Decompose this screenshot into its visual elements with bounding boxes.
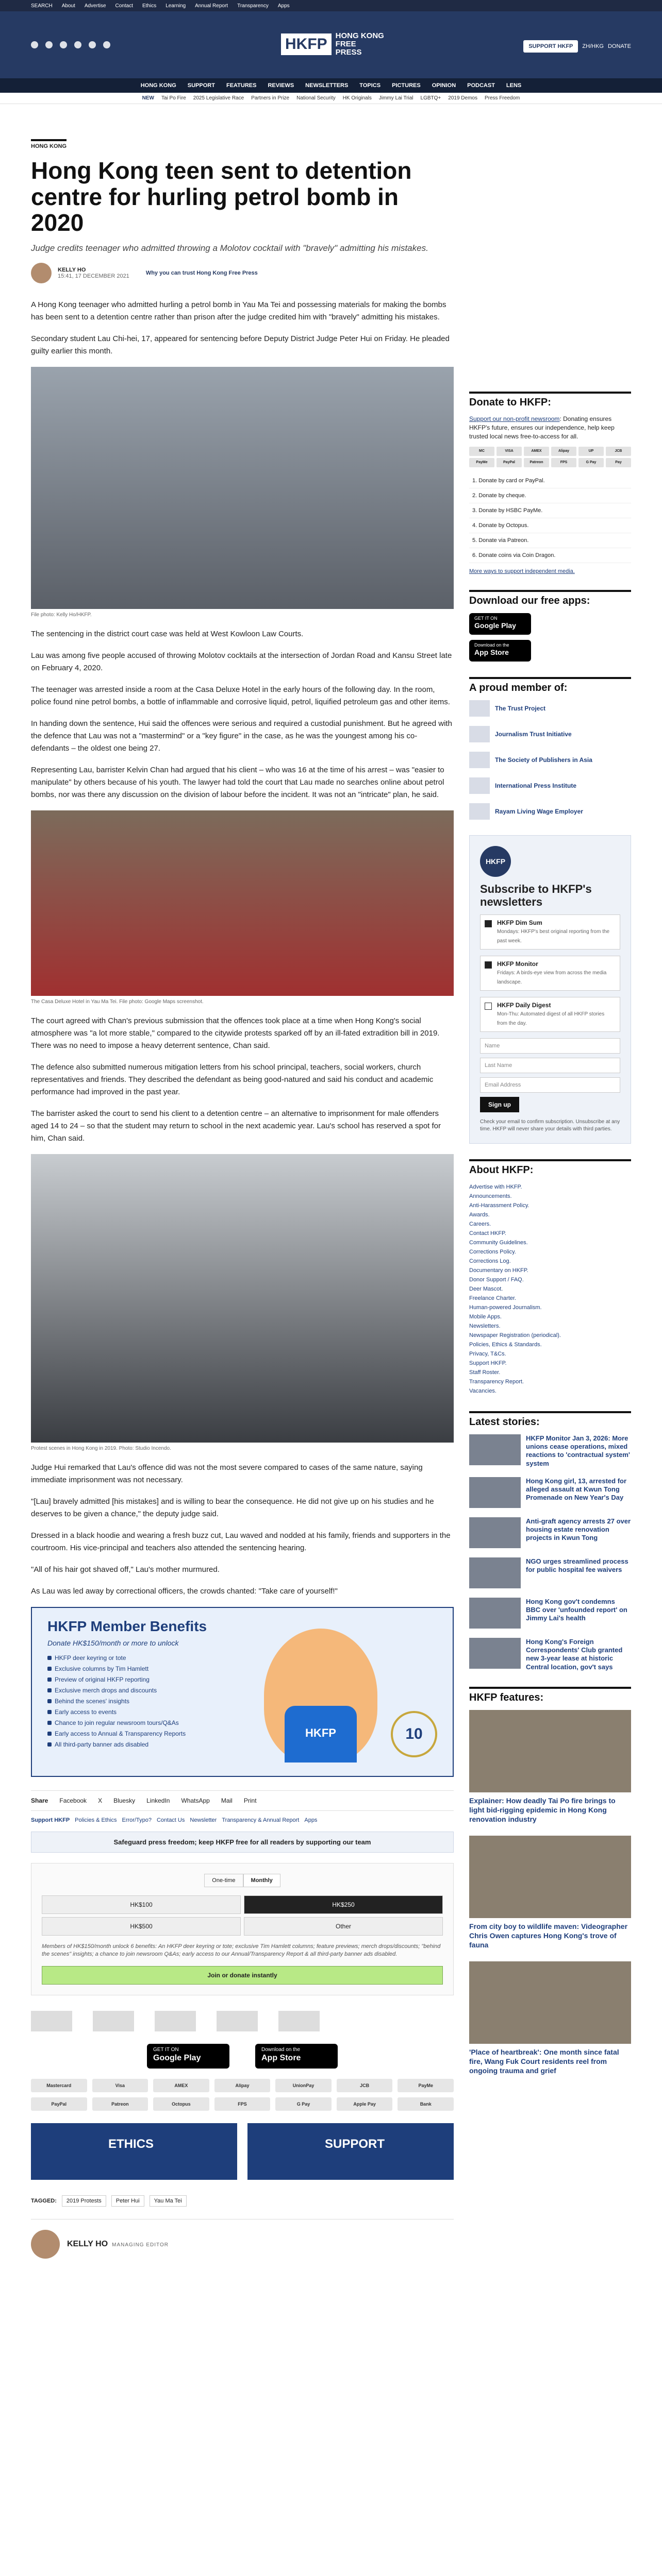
about-link[interactable]: Announcements.	[469, 1193, 512, 1199]
paragraph: "[Lau] bravely admitted [his mistakes] and is willing to bear the consequence. He did not give up on his studies and he deserves to be given a chance," the deputy judge said.	[31, 1497, 434, 1518]
donate-method[interactable]: 1. Donate by card or PayPal.	[469, 473, 631, 488]
card-icon: UP	[578, 447, 604, 456]
share-mail[interactable]: Mail	[221, 1797, 233, 1804]
member-org[interactable]	[469, 700, 631, 717]
donate-method[interactable]: 4. Donate by Octopus.	[469, 518, 631, 533]
badge-small-text: Download on the	[474, 642, 509, 648]
perk: Early access to events	[47, 1708, 186, 1716]
nav-newsletters[interactable]: NEWSLETTERS	[305, 82, 349, 89]
membership-banner[interactable]	[31, 1607, 454, 1777]
utility-advertise[interactable]: Advertise	[84, 3, 106, 9]
badge-store-name: Google Play	[474, 621, 516, 630]
trending-item[interactable]: LGBTQ+	[420, 95, 441, 101]
utility-annual-report[interactable]: Annual Report	[195, 3, 228, 9]
checkbox-icon[interactable]	[485, 1003, 492, 1010]
newsletter-option[interactable]	[480, 997, 620, 1032]
card-icons	[469, 447, 631, 467]
trust-link[interactable]: Why you can trust Hong Kong Free Press	[145, 269, 258, 276]
feature-title: 'Place of heartbreak': One month since fatal fire, Wang Fuk Court residents reel from ongoing trauma and grief	[469, 2047, 619, 2075]
header-actions	[523, 40, 631, 53]
badge-small-text: GET IT ON	[474, 616, 498, 621]
trending-item[interactable]: Partners in Prize	[251, 95, 290, 101]
story-title: HKFP Monitor Jan 3, 2026: More unions cease operations, mixed reactions to 'contractual system' system	[526, 1434, 630, 1467]
amount-option[interactable]: Other	[244, 1917, 443, 1936]
org-logo	[469, 726, 490, 742]
feature-story[interactable]	[469, 1836, 631, 1950]
features-heading: HKFP features:	[469, 1687, 631, 1704]
support-link[interactable]: Policies & Ethics	[75, 1817, 117, 1823]
donate-note: Members of HK$150/month unlock 6 benefits: An HKFP deer keyring or tote; exclusive Tim Hamlett columns; feature previews; merch drops/discounts; "behind the scenes" insights; a chance to join newsroom Q&As; early access to our Annual/Transparency Report & all third-party banner ads disabled.	[42, 1943, 441, 1958]
paragraph: A Hong Kong teenager who admitted hurling a petrol bomb in Yau Ma Tei and possessing materials for making the bombs has been sent to a detention centre rather than prison after the judge credited him with "bravely" admitting his mistakes.	[31, 300, 446, 321]
utility-learning[interactable]: Learning	[166, 3, 186, 9]
utility-bar	[0, 0, 662, 11]
checkbox-icon[interactable]	[485, 961, 492, 969]
donate-method[interactable]: 3. Donate by HSBC PayMe.	[469, 503, 631, 518]
trending-item[interactable]: Tai Po Fire	[161, 95, 186, 101]
share-x[interactable]: X	[98, 1797, 103, 1804]
applepay-icon[interactable]: Apple Pay	[337, 2097, 393, 2111]
card-icon: MC	[469, 447, 494, 456]
nav-reviews[interactable]: REVIEWS	[268, 82, 294, 89]
nav-topics[interactable]: TOPICS	[359, 82, 381, 89]
court-photo	[31, 367, 454, 609]
story-title: Anti-graft agency arrests 27 over housing estate renovation projects in Kwun Tong	[526, 1517, 631, 1542]
perk: Exclusive columns by Tim Hamlett	[47, 1665, 186, 1672]
newsletter-option[interactable]	[480, 956, 620, 991]
social-icons	[31, 41, 110, 48]
jcb-icon[interactable]: JCB	[337, 2079, 393, 2092]
ethics-banner[interactable]: ETHICS	[31, 2123, 237, 2180]
trust-project-logo[interactable]	[31, 2011, 72, 2031]
org-name: Rayam Living Wage Employer	[495, 808, 583, 816]
apps-heading: Download our free apps:	[469, 590, 631, 607]
org-name: The Trust Project	[495, 705, 546, 713]
nav-features[interactable]: FEATURES	[226, 82, 257, 89]
utility-about[interactable]: About	[61, 3, 75, 9]
nav-opinion[interactable]: OPINION	[432, 82, 456, 89]
story-title: Hong Kong gov't condemns BBC over 'unfounded report' on Jimmy Lai's health	[526, 1597, 627, 1622]
first-name-input[interactable]: Name	[480, 1038, 620, 1054]
app-store-badge[interactable]	[255, 2044, 338, 2069]
org-logo	[469, 777, 490, 794]
newsletter-desc: Fridays: A birds-eye view from across the media landscape.	[497, 970, 607, 985]
donate-method[interactable]: 2. Donate by cheque.	[469, 488, 631, 503]
logo-mark: HKFP	[281, 33, 332, 55]
hotel-photo	[31, 810, 454, 996]
newsletter-desc: Mon-Thu: Automated digest of all HKFP stories from the day.	[497, 1011, 605, 1026]
perk: Chance to join regular newsroom tours/Q&As	[47, 1719, 186, 1726]
amount-options	[42, 1895, 443, 1936]
card-icon: Patreon	[524, 458, 549, 467]
sopa-logo[interactable]	[155, 2011, 196, 2031]
trending-item[interactable]: National Security	[296, 95, 336, 101]
share-bar	[31, 1790, 454, 1811]
amount-option[interactable]: HK$100	[42, 1895, 241, 1914]
about-link[interactable]: Deer Mascot.	[469, 1285, 503, 1292]
trending-item[interactable]: HK Originals	[342, 95, 372, 101]
perk: Exclusive merch drops and discounts	[47, 1687, 186, 1694]
author-avatar[interactable]	[31, 2230, 60, 2259]
google-play-badge[interactable]	[469, 613, 531, 635]
google-play-badge[interactable]	[147, 2044, 229, 2069]
tags	[31, 2195, 454, 2207]
press-freedom-banner[interactable]: Safeguard press freedom; keep HKFP free for all readers by supporting our team	[31, 1832, 454, 1853]
share-whatsapp[interactable]: WhatsApp	[181, 1797, 210, 1804]
article-title: Hong Kong teen sent to detention centre for hurling petrol bomb in 2020	[31, 157, 412, 236]
newsletter-note: Check your email to confirm subscription. Unsubscribe at any time. HKFP will never share your details with third parties.	[480, 1118, 620, 1132]
share-print[interactable]: Print	[243, 1797, 257, 1804]
story-thumbnail	[469, 1434, 521, 1465]
join-donate-button[interactable]: Join or donate instantly	[42, 1966, 443, 1985]
donate-desc: : Donating ensures HKFP's future, ensures our independence, help keep trusted local news free-to-access for all.	[469, 415, 615, 440]
card-icon: G Pay	[578, 458, 604, 467]
about-link[interactable]: Freelance Charter.	[469, 1295, 517, 1301]
payment-methods	[31, 2079, 454, 2111]
logo-text	[336, 32, 384, 56]
amex-icon[interactable]: AMEX	[153, 2079, 209, 2092]
org-logo	[469, 700, 490, 717]
tags-label: TAGGED:	[31, 2197, 57, 2204]
paragraph: Lau was among five people accused of throwing Molotov cocktails at the intersection of Jordan Road and Kansu Street late on February 4, 2020.	[31, 651, 452, 672]
about-link[interactable]: Policies, Ethics & Standards.	[469, 1341, 542, 1348]
new-label: NEW	[142, 95, 154, 101]
paragraph: In handing down the sentence, Hui said the offences were serious and required a custodial punishment. But he agreed with the defence that Lau was not a "mastermind" or a "key figure" in the case, as he was the youngest among his co-defendants – the oldest one being 27.	[31, 719, 452, 753]
photo-caption: Protest scenes in Hong Kong in 2019. Photo: Studio Incendo.	[31, 1445, 171, 1451]
utility-ethics[interactable]: Ethics	[142, 3, 157, 9]
latest-story[interactable]	[469, 1434, 631, 1468]
about-link[interactable]: Support HKFP.	[469, 1360, 507, 1366]
frequency-toggle	[42, 1874, 443, 1887]
about-link[interactable]: Donor Support / FAQ.	[469, 1276, 524, 1283]
paragraph: The teenager was arrested inside a room at the Casa Deluxe Hotel in the early hours of the following day. In the room, police found nine petrol bombs, a bottle of inflammable and corrosive liquid, petrol, liquified petroleum gas and other items.	[31, 685, 450, 706]
x-icon[interactable]	[45, 41, 53, 48]
feature-image	[469, 1710, 631, 1792]
latest-story[interactable]	[469, 1477, 631, 1508]
donate-methods	[469, 473, 631, 563]
perk: HKFP deer keyring or tote	[47, 1654, 186, 1662]
badge-store-name: App Store	[474, 648, 509, 657]
youtube-icon[interactable]	[89, 41, 96, 48]
member-orgs	[469, 700, 631, 820]
story-thumbnail	[469, 1477, 521, 1508]
about-link[interactable]: Staff Roster.	[469, 1369, 501, 1376]
paypal-icon[interactable]: PayPal	[31, 2097, 87, 2111]
author-role: MANAGING EDITOR	[112, 2242, 169, 2248]
about-link[interactable]: Human-powered Journalism.	[469, 1304, 542, 1311]
nav-pictures[interactable]: PICTURES	[392, 82, 421, 89]
fps-icon[interactable]: FPS	[214, 2097, 271, 2111]
donate-method[interactable]: 5. Donate via Patreon.	[469, 533, 631, 548]
share-linkedin[interactable]: LinkedIn	[146, 1797, 170, 1804]
article-subtitle: Judge credits teenager who admitted throwing a Molotov cocktail with "bravely" admitting his mistakes.	[31, 243, 428, 253]
trending-item[interactable]: 2019 Demos	[448, 95, 477, 101]
feature-story[interactable]	[469, 1961, 631, 2076]
member-org[interactable]	[469, 752, 631, 768]
perk: Preview of original HKFP reporting	[47, 1676, 186, 1683]
donate-text	[469, 415, 631, 440]
share-facebook[interactable]: Facebook	[59, 1797, 87, 1804]
utility-apps[interactable]: Apps	[277, 3, 290, 9]
trending-item[interactable]: Jimmy Lai Trial	[378, 95, 413, 101]
about-link[interactable]: Newspaper Registration (periodical).	[469, 1332, 561, 1338]
trending-bar	[0, 93, 662, 104]
share-label: Share	[31, 1797, 48, 1804]
newsletter-badge: HKFP	[480, 846, 511, 877]
facebook-icon[interactable]	[31, 41, 38, 48]
tag[interactable]: Peter Hui	[111, 2195, 144, 2207]
about-link[interactable]: Awards.	[469, 1211, 490, 1218]
org-logo	[469, 752, 490, 768]
checkbox-icon[interactable]	[485, 920, 492, 927]
donate-link[interactable]: DONATE	[607, 43, 631, 49]
support-link[interactable]: Apps	[304, 1817, 318, 1823]
donate-method[interactable]: 6. Donate coins via Coin Dragon.	[469, 548, 631, 563]
org-name: International Press Institute	[495, 782, 577, 790]
story-title: NGO urges streamlined process for public hospital fee waivers	[526, 1557, 628, 1574]
feature-image	[469, 1961, 631, 2044]
newsletter-option[interactable]	[480, 914, 620, 950]
utility-transparency[interactable]: Transparency	[237, 3, 269, 9]
story-title: Hong Kong girl, 13, arrested for alleged assault at Kwun Tong Promenade on New Year's Day	[526, 1477, 627, 1502]
perk: Behind the scenes' insights	[47, 1698, 186, 1705]
perk: Early access to Annual & Transparency Reports	[47, 1730, 186, 1737]
trending-item[interactable]: 2025 Legislative Race	[193, 95, 244, 101]
author-box	[31, 2219, 454, 2259]
card-icon: PayMe	[469, 458, 494, 467]
publish-date: 15:41, 17 DECEMBER 2021	[58, 273, 129, 279]
newsletter-title: Subscribe to HKFP's newsletters	[480, 883, 592, 908]
app-store-badge[interactable]	[469, 640, 531, 662]
mascot-shirt: HKFP	[285, 1706, 357, 1762]
perk: All third-party banner ads disabled	[47, 1741, 186, 1748]
mastercard-icon[interactable]: Mastercard	[31, 2079, 87, 2092]
card-icon: JCB	[606, 447, 631, 456]
support-banner[interactable]: SUPPORT	[247, 2123, 454, 2180]
feature-story[interactable]	[469, 1710, 631, 1824]
card-icon: AMEX	[524, 447, 549, 456]
latest-story[interactable]	[469, 1598, 631, 1629]
paragraph: The court agreed with Chan's previous submission that the offences took place at a time when Hong Kong's social atmosphere was "a lot more stable," compared to the citywide protests sparked off by an ill-fated extradition bill in 2019. There was no need to impose a heavy deterrent sentence, Chan said.	[31, 1016, 440, 1050]
nav-podcast[interactable]: PODCAST	[467, 82, 495, 89]
story-title: Hong Kong's Foreign Correspondents' Club granted new 3-year lease at historic Central location, gov't says	[526, 1637, 623, 1671]
instagram-icon[interactable]	[60, 41, 67, 48]
threads-icon[interactable]	[103, 41, 110, 48]
about-link[interactable]: Privacy, T&Cs.	[469, 1350, 506, 1357]
tag[interactable]: 2019 Protests	[62, 2195, 106, 2207]
support-link[interactable]: Transparency & Annual Report	[222, 1817, 300, 1823]
bluesky-icon[interactable]	[74, 41, 81, 48]
amount-option[interactable]: HK$500	[42, 1917, 241, 1936]
partner-logos	[31, 2011, 454, 2031]
latest-heading: Latest stories:	[469, 1411, 631, 1428]
about-link[interactable]: Mobile Apps.	[469, 1313, 502, 1320]
ipi-logo[interactable]	[217, 2011, 258, 2031]
org-logo	[469, 803, 490, 820]
nav-hong-kong[interactable]: HONG KONG	[140, 82, 176, 89]
living-wage-logo[interactable]	[278, 2011, 320, 2031]
member-org[interactable]	[469, 726, 631, 742]
email-input[interactable]: Email Address	[480, 1077, 620, 1093]
support-links	[31, 1817, 454, 1823]
utility-search[interactable]: SEARCH	[31, 3, 53, 9]
about-link[interactable]: Anti-Harassment Policy.	[469, 1202, 529, 1209]
author-name[interactable]: KELLY HO	[58, 266, 86, 273]
article	[31, 139, 454, 2259]
story-thumbnail	[469, 1598, 521, 1629]
nav-lens[interactable]: LENS	[506, 82, 522, 89]
about-link[interactable]: Vacancies.	[469, 1387, 496, 1394]
jti-logo[interactable]	[93, 2011, 134, 2031]
badge-store-name: Google Play	[153, 2053, 201, 2062]
site-header	[0, 11, 662, 78]
donate-heading: Donate to HKFP:	[469, 392, 631, 409]
about-link[interactable]: Documentary on HKFP.	[469, 1267, 528, 1274]
utility-contact[interactable]: Contact	[115, 3, 133, 9]
section-label[interactable]: HONG KONG	[31, 139, 67, 149]
more-ways-link[interactable]: More ways to support independent media.	[469, 568, 575, 575]
paragraph: "All of his hair got shaved off," Lau's mother murmured.	[31, 1565, 220, 1574]
about-heading: About HKFP:	[469, 1159, 631, 1176]
promo-banners	[31, 2123, 454, 2180]
membership-subtitle: Donate HK$150/month or more to unlock	[47, 1638, 179, 1647]
alipay-icon[interactable]: Alipay	[214, 2079, 271, 2092]
paragraph: The sentencing in the district court case was held at West Kowloon Law Courts.	[31, 629, 304, 638]
about-link[interactable]: Corrections Log.	[469, 1258, 511, 1264]
logo-line-1: HONG KONG	[335, 31, 384, 41]
proud-member-heading: A proud member of:	[469, 677, 631, 694]
newsletter-name: HKFP Monitor	[497, 960, 538, 968]
logo-line-2: FREE PRESS	[335, 40, 362, 57]
support-link[interactable]: Contact Us	[156, 1817, 185, 1823]
octopus-icon[interactable]: Octopus	[153, 2097, 209, 2111]
newsletter-name: HKFP Dim Sum	[497, 919, 542, 926]
newsletter-signup	[469, 835, 631, 1143]
unionpay-icon[interactable]: UnionPay	[275, 2079, 332, 2092]
paragraph: Dressed in a black hoodie and wearing a fresh buzz cut, Lau waved and nodded at his family, friends and supporters in the courtroom. His vice-principal and teachers also attended the sentencing hearing.	[31, 1531, 451, 1552]
main-nav	[0, 78, 662, 93]
member-org[interactable]	[469, 777, 631, 794]
card-icon: VISA	[496, 447, 522, 456]
anniversary-badge: 10	[391, 1711, 437, 1757]
support-hkfp-button[interactable]: SUPPORT HKFP	[523, 40, 578, 53]
monthly-option[interactable]: Monthly	[243, 1874, 280, 1887]
about-link[interactable]: Newsletters.	[469, 1323, 501, 1329]
card-icon: FPS	[551, 458, 576, 467]
trending-item[interactable]: Press Freedom	[484, 95, 520, 101]
card-icon: PayPal	[496, 458, 522, 467]
support-link[interactable]: Error/Typo?	[122, 1817, 152, 1823]
author-avatar[interactable]	[31, 263, 52, 283]
membership-perks	[47, 1654, 186, 1752]
story-thumbnail	[469, 1517, 521, 1548]
one-time-option[interactable]: One-time	[204, 1874, 243, 1887]
protest-photo	[31, 1154, 454, 1443]
support-link[interactable]: Newsletter	[190, 1817, 217, 1823]
payme-icon[interactable]: PayMe	[398, 2079, 454, 2092]
author-box-name[interactable]: KELLY HO	[67, 2239, 108, 2248]
donate-widget	[31, 1863, 454, 1995]
paragraph: As Lau was led away by correctional officers, the crowds chanted: "Take care of yourself!"	[31, 1586, 338, 1596]
paragraph: The barrister asked the court to send his client to a detention centre – an alternative to imprisonment for male offenders aged 14 to 24 – so that the student may return to school in the next academic year. Lau's school has reserved a spot for him, Chan said.	[31, 1109, 441, 1143]
latest-story[interactable]	[469, 1517, 631, 1548]
byline	[31, 263, 454, 283]
paragraph: The defence also submitted numerous mitigation letters from his school principal, teachers, social workers, church representatives and friends. They described the defendant as being good-natured and said his conduct and academic performance had improved in the past year.	[31, 1062, 434, 1096]
badge-small-text: Download on the	[261, 2046, 301, 2053]
about-link[interactable]: Community Guidelines.	[469, 1239, 528, 1246]
member-org[interactable]	[469, 803, 631, 820]
card-icon: Alipay	[551, 447, 576, 456]
amount-option-selected[interactable]: HK$250	[244, 1895, 443, 1914]
last-name-input[interactable]: Last Name	[480, 1058, 620, 1073]
nav-support[interactable]: SUPPORT	[187, 82, 215, 89]
site-logo[interactable]	[281, 28, 384, 61]
badge-small-text: GET IT ON	[153, 2046, 179, 2053]
photo-caption: The Casa Deluxe Hotel in Yau Ma Tei. File photo: Google Maps screenshot.	[31, 998, 204, 1005]
about-link[interactable]: Transparency Report.	[469, 1378, 524, 1385]
about-link[interactable]: Advertise with HKFP.	[469, 1183, 522, 1190]
feature-title: Explainer: How deadly Tai Po fire brings to light bid-rigging epidemic in Hong Kong renovation industry	[469, 1796, 616, 1823]
about-link[interactable]: Contact HKFP.	[469, 1230, 506, 1236]
paragraph: Representing Lau, barrister Kelvin Chan had argued that his client – who was 16 at the time of his arrest – was "easier to manipulate" by others because of his youth. The lawyer had told the court that Lau made no searches online about petrol bombs, nor was there any discussion on the division of labour before the incident. It was not an "intricate" plan, he said.	[31, 765, 444, 799]
about-link[interactable]: Careers.	[469, 1221, 491, 1227]
card-icon: Pay	[606, 458, 631, 467]
latest-stories	[469, 1434, 631, 1671]
feature-image	[469, 1836, 631, 1918]
share-bluesky[interactable]: Bluesky	[113, 1797, 136, 1804]
bank-icon[interactable]: Bank	[398, 2097, 454, 2111]
tag[interactable]: Yau Ma Tei	[150, 2195, 187, 2207]
patreon-icon[interactable]: Patreon	[92, 2097, 148, 2111]
feature-title: From city boy to wildlife maven: Videographer Chris Owen captures Hong Kong's trove of fauna	[469, 1922, 628, 1949]
language-switch[interactable]: ZH/HKG	[582, 43, 604, 49]
visa-icon[interactable]: Visa	[92, 2079, 148, 2092]
sidebar	[469, 392, 631, 2087]
badge-store-name: App Store	[261, 2053, 301, 2062]
org-name: The Society of Publishers in Asia	[495, 756, 592, 764]
story-thumbnail	[469, 1638, 521, 1669]
about-link[interactable]: Corrections Policy.	[469, 1248, 516, 1255]
about-links	[469, 1182, 631, 1396]
latest-story[interactable]	[469, 1557, 631, 1588]
paragraph: Judge Hui remarked that Lau's offence did was not the most severe compared to cases of the same nature, saying immediate imprisonment was not necessary.	[31, 1463, 423, 1484]
signup-button[interactable]: Sign up	[480, 1097, 519, 1112]
org-name: Journalism Trust Initiative	[495, 731, 572, 738]
donate-link[interactable]: Support our non-profit newsroom	[469, 415, 560, 422]
story-thumbnail	[469, 1557, 521, 1588]
photo-caption: File photo: Kelly Ho/HKFP.	[31, 612, 92, 618]
deer-mascot-illustration	[264, 1629, 377, 1762]
newsletter-name: HKFP Daily Digest	[497, 1001, 551, 1009]
support-hkfp-link[interactable]: Support HKFP	[31, 1817, 70, 1823]
gpay-icon[interactable]: G Pay	[275, 2097, 332, 2111]
latest-story[interactable]	[469, 1638, 631, 1671]
newsletter-desc: Mondays: HKFP's best original reporting from the past week.	[497, 928, 610, 944]
app-badges	[31, 2044, 454, 2069]
paragraph: Secondary student Lau Chi-hei, 17, appeared for sentencing before Deputy District Judge Peter Hui on Friday. He pleaded guilty earlier this month.	[31, 334, 450, 355]
membership-title: HKFP Member Benefits	[47, 1618, 207, 1634]
